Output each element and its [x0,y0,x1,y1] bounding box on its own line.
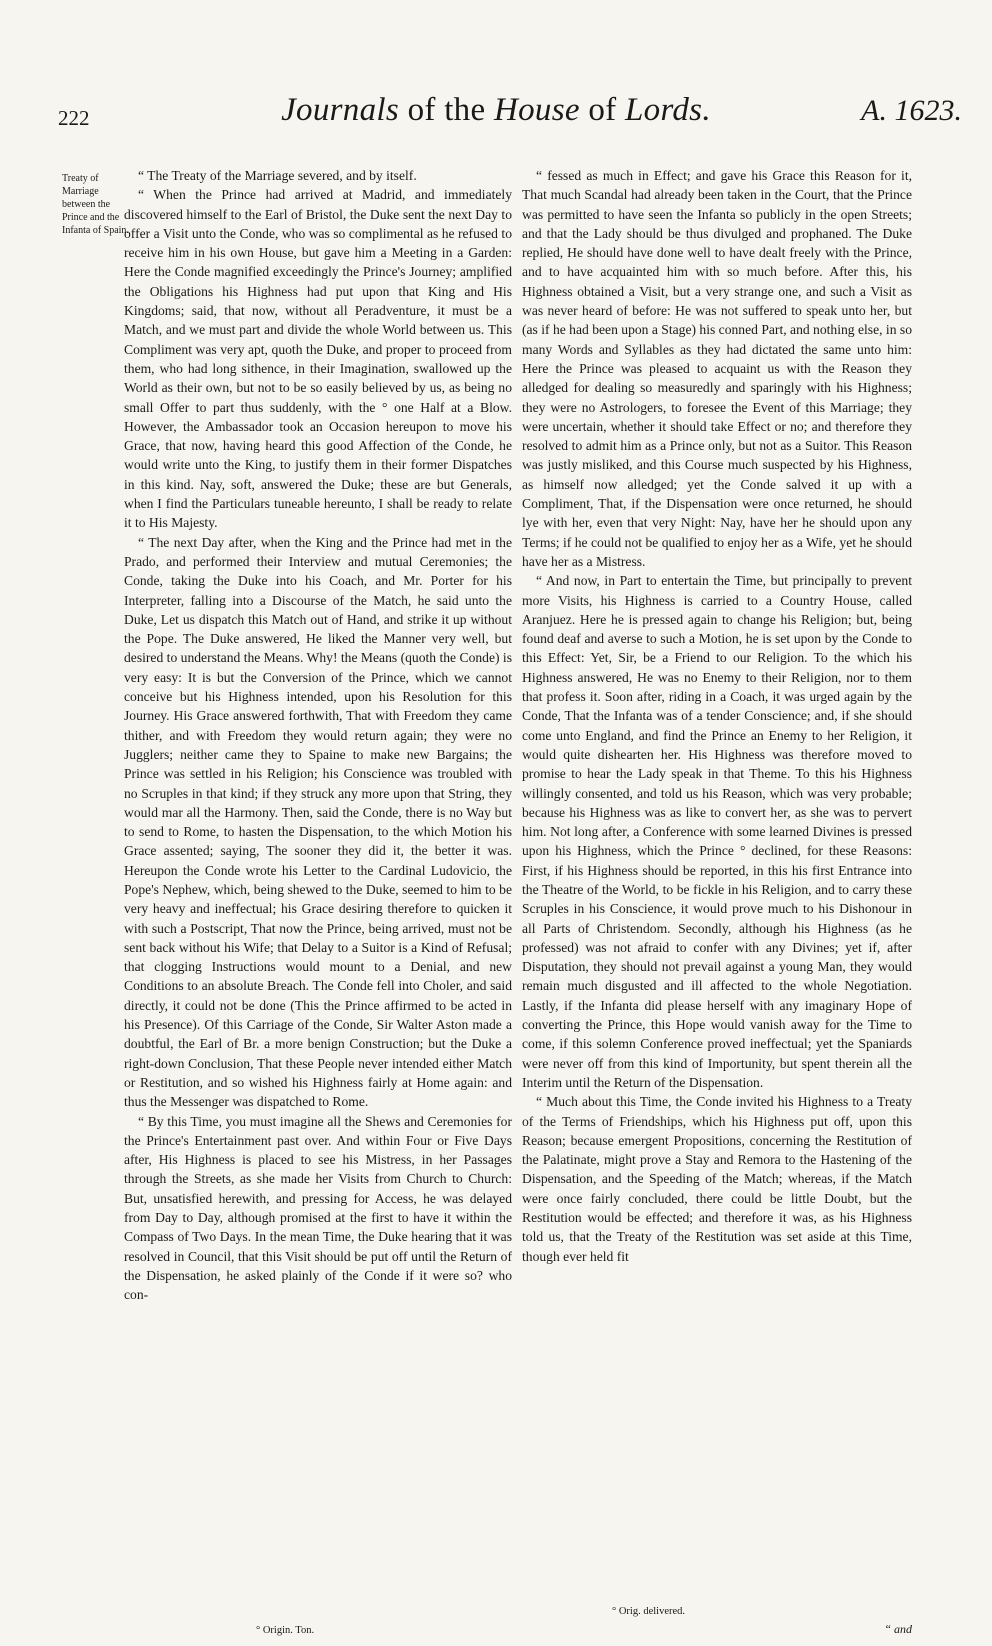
paragraph: “ When the Prince had arrived at Madrid, and immediately discovered himself to the Earl of Bristol, the Duke sent the next Day to offer a Visit unto the Conde, who was so complimental as he refused to receive him in his own House, but gave him a Meeting in a Garden: Here the Conde magnified exceedingly the Prince's Journey; amplified the Obligations his Highness had put upon that King and His Kingdoms; said, that now, without all Peradventure, it must be a Match, and we must part and divide the whole World between us. This Compliment was very apt, quoth the Duke, and proper to proceed from them, who had long sithence, in their Imagination, swallowed up the World as their own, but not to be so easily believed by us, as being no small Offer to part thus suddenly, with the ° one Half at a Blow. However, the Ambassador took an Occasion hereupon to move his Grace, that now, having heard this good Affection of the Conde, he would write unto the King, to justify them in their former Dispatches in this kind. Nay, soft, answered the Duke; these are but Generals, when I find the Particulars tuneable hereunto, I shall be ready to relate it to His Majesty. [124,187,512,531]
footnote-right: ° Orig. delivered. [612,1606,686,1617]
paragraph: “ By this Time, you must imagine all the Shews and Ceremonies for the Prince's Entertainment past over. And within Four or Five Days after, His Highness is placed to see his Mistress, in her Passages through the Streets, as she made her Visits from Church to Church: But, unsatisfied herewith, and pressing for Access, he was delayed from Day to Day, although promised at the first to have it within the Compass of Two Days. In the mean Time, the Duke hearing that it was resolved in Council, that this Visit should be put off until the Return of the Dispensation, he asked plainly of the Conde if it were so? who con- [124,1113,512,1303]
paragraph: “ The Treaty of the Marriage severed, and by itself. [138,168,417,183]
title-part: House [493,92,580,128]
catchword: “ and [884,1622,912,1636]
paragraph: “ The next Day after, when the King and the Prince had met in the Prado, and performed their Interview and mutual Ceremonies; the Conde, taking the Duke into his Coach, and Mr. Porter for his Interpreter, falling into a Discourse of the Match, he said unto the Duke, Let us dispatch this Match out of Hand, and strike it up without the Pope. The Duke answered, He liked the Manner very well, but desired to understand the Means. Why! the Means (quoth the Conde) is very easy: It is but the Conversion of the Prince, which we cannot conceive but his Highness intended, upon his Resolution for this Journey. His Grace answered forthwith, That with Freedom they came thither, and with Freedom they would return again; they were no Jugglers; neither came they to Spaine to make new Bargains; the Prince was settled in his Religion; his Conscience was troubled with no Scruples in that kind; if they struck any more upon that String, they would mar all the Harmony. Then, said the Conde, there is no Way but to send to Rome, to hasten the Dispensation, to the which Motion his Grace assented; saying, The sooner they did it, the better it was. Hereupon the Conde wrote his Letter to the Cardinal Ludovicio, the Pope's Nephew, which, being shewed to the Duke, seemed to him to be very heavy and ineffectual; his Grace desiring therefore to quicken it with such a Postscript, That now the Prince, being arrived, must not be sent back without his Wife; that Delay to a Suitor is a Kind of Refusal; that clogging Instructions would mount to a Denial, and new Conditions to an absolute Breach. The Conde fell into Choler, and said directly, it could not be done (This the Prince affirmed to be acted in his Presence). Of this Carriage of the Conde, Sir Walter Aston made a doubtful, the Earl of Br. a more benign Construction; but the Duke a right-down Conclusion, That these People never intended either Match or Restitution, and so wished his Highness fairly at Home again: and thus the Messenger was dispatched to Rome. [124,534,512,1110]
title-part: Journals [281,92,400,128]
footnote-left: ° Origin. Ton. [256,1625,315,1636]
paragraph: “ Much about this Time, the Conde invited his Highness to a Treaty of the Terms of Friendships, which his Highness put off, upon this Reason; because emergent Propositions, concerning the Restitution of the Palatinate, might prove a Stay and Remora to the Hastening of the Dispensation, and the Speeding of the Match; whereas, if the Match were once fairly concluded, there could be little Doubt, but the Restitution would be effected; and therefore it was, as his Highness told us, that the Treaty of the Restitution was set aside at this Time, though ever held fit [522,1094,912,1264]
paragraph: “ fessed as much in Effect; and gave his Grace this Reason for it, That much Scandal had already been taken in the Court, that the Prince was permitted to have seen the Infanta so publicly in the open Streets; and that the Lady should be thus divulged and prophaned. The Duke replied, He should have done well to have dealt freely with the Prince, and to have acquainted him with so much before. After this, his Highness obtained a Visit, but a very strange one, and such a Visit as was never heard of before: He was not suffered to speak unto her, but (as if he had been upon a Stage) his conned Part, and nothing else, in so many Words and Syllables as they had dictated the same unto him: Here the Prince was pleased to acquaint us with the Reason they alledged for dealing so measuredly and sparingly with his Highness; they were no Astrologers, to foresee the Event of this Marriage; they were uncertain, whether it should take Effect or no; and therefore they resolved to admit him as a Prince only, but not as a Suitor. This Reason was justly misliked, and this Course much suspected by his Highness, as himself now alledged; yet the Conde salved it up with a Compliment, That, if the Dispensation were once returned, he should lye with her, even that very Night: Nay, have her he should upon any Terms; if he could not be qualified to enjoy her as a Wife, yet he should have her as a Mistress. [522,168,912,569]
page-number: 222 [58,106,90,130]
running-title [0,92,992,129]
title-part: of the [399,92,494,128]
running-header [0,92,992,132]
margin-note: Treaty of Marriage between the Prince and the Infanta of Spain. [62,173,129,236]
right-column [522,166,912,1266]
paragraph: “ And now, in Part to entertain the Time, but principally to prevent more Visits, his Highness is carried to a Country House, called Aranjuez. Here he is pressed again to change his Religion; but, being found deaf and averse to such a Motion, he is set upon by the Conde to this Effect: Yet, Sir, be a Friend to our Religion. To the which his Highness answered, He was no Enemy to their Religion, nor to them that profess it. Soon after, riding in a Coach, it was urged again by the Conde, That the Infanta was of a tender Conscience; and, if she should come unto England, and find the Prince an Enemy to her Religion, it would quite dishearten her. His Highness was therefore moved to promise to hear the Lady speak in that Theme. To this his Highness willingly consented, and told us his Reason, which was very probable; because his Highness was as like to convert her, as she was to pervert him. Not long after, a Conference with some learned Divines is pressed upon his Highness, which the Prince ° declined, for these Reasons: First, if his Highness should be reported, in this his first Entrance into the Theatre of the World, to be fickle in his Religion, and to carry these Scruples in his Conscience, it would prove much to his Dishonour in all Parts of Christendom. Secondly, although his Highness (as he professed) was not afraid to confer with any Divines; yet if, after Disputation, they should not prevail against a young Man, they would remain much disgusted and ill affected to the whole Negotiation. Lastly, if the Infanta did please herself with any imaginary Hope of converting the Prince, this Hope would vanish away for the Time to come, if this solemn Conference proved ineffectual; yet the Spaniards were never off from this kind of Importunity, but spent therein all the Interim until the Return of the Dispensation. [522,573,912,1090]
title-part: of [579,92,626,128]
left-column [124,166,512,1305]
title-part: Lords. [625,92,711,128]
year: A. 1623. [861,94,962,127]
